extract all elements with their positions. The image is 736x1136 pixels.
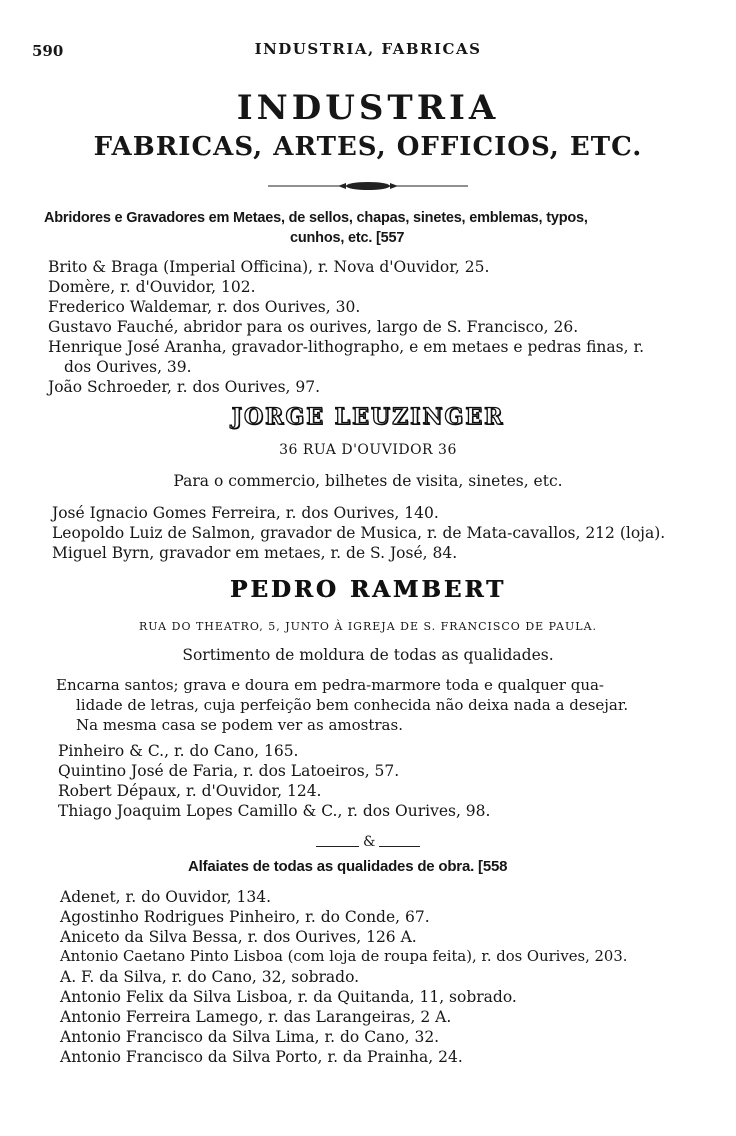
ampersand-ornament: & — [359, 834, 379, 850]
main-title: INDUSTRIA — [236, 88, 500, 128]
advertiser-description: Sortimento de moldura de todas as qualidades. — [182, 646, 554, 664]
list-item: Brito & Braga (Imperial Officina), r. Nova d'Ouvidor, 25. — [48, 258, 490, 276]
list-item: Henrique José Aranha, gravador-lithographo, e em metaes e pedras finas, r. — [48, 338, 645, 356]
list-item: Thiago Joaquim Lopes Camillo & C., r. dos Ourives, 98. — [58, 802, 491, 820]
list-item: Antonio Felix da Silva Lisboa, r. da Quitanda, 11, sobrado. — [60, 988, 517, 1006]
list-item: Adenet, r. do Ouvidor, 134. — [60, 888, 271, 906]
section-heading-line2: cunhos, etc. [557 — [290, 230, 405, 246]
list-item-continuation: dos Ourives, 39. — [64, 358, 192, 376]
main-subtitle: FABRICAS, ARTES, OFFICIOS, ETC. — [93, 132, 643, 162]
list-item: José Ignacio Gomes Ferreira, r. dos Ourives, 140. — [52, 504, 439, 522]
list-item: Antonio Caetano Pinto Lisboa (com loja de roupa feita), r. dos Ourives, 203. — [60, 948, 628, 965]
running-title: INDUSTRIA, FABRICAS — [254, 40, 482, 58]
section-heading: Alfaiates de todas as qualidades de obra. [558 — [188, 858, 508, 875]
advertiser-name: JORGE LEUZINGER — [231, 404, 505, 430]
page-number: 590 — [32, 42, 64, 60]
list-item: Antonio Ferreira Lamego, r. das Larangeiras, 2 A. — [60, 1008, 452, 1026]
advertiser-name: PEDRO RAMBERT — [229, 576, 507, 603]
ornament-divider-icon — [268, 180, 468, 192]
list-item: Gustavo Fauché, abridor para os ourives, largo de S. Francisco, 26. — [48, 318, 579, 336]
list-item: Leopoldo Luiz de Salmon, gravador de Musica, r. de Mata-cavallos, 212 (loja). — [52, 524, 666, 542]
list-item: Quintino José de Faria, r. dos Latoeiros, 57. — [58, 762, 400, 780]
section-heading-line1: Abridores e Gravadores em Metaes, de sellos, chapas, sinetes, emblemas, typos, — [44, 210, 588, 226]
advertiser-description: Na mesma casa se podem ver as amostras. — [76, 716, 403, 734]
list-item: Agostinho Rodrigues Pinheiro, r. do Conde, 67. — [60, 908, 430, 926]
list-item: Pinheiro & C., r. do Cano, 165. — [58, 742, 299, 760]
list-item: João Schroeder, r. dos Ourives, 97. — [48, 378, 321, 396]
list-item: Antonio Francisco da Silva Porto, r. da Prainha, 24. — [60, 1048, 463, 1066]
advertiser-address: 36 RUA D'OUVIDOR 36 — [279, 442, 457, 458]
advertiser-address: RUA DO THEATRO, 5, JUNTO À IGREJA DE S. FRANCISCO DE PAULA. — [138, 620, 598, 633]
list-item: Aniceto da Silva Bessa, r. dos Ourives, 126 A. — [60, 928, 417, 946]
list-item: Antonio Francisco da Silva Lima, r. do Cano, 32. — [60, 1028, 440, 1046]
list-item: Frederico Waldemar, r. dos Ourives, 30. — [48, 298, 361, 316]
advertiser-description: Para o commercio, bilhetes de visita, sinetes, etc. — [173, 472, 563, 490]
advertiser-description: lidade de letras, cuja perfeição bem conhecida não deixa nada a desejar. — [76, 696, 629, 714]
list-item: Domère, r. d'Ouvidor, 102. — [48, 278, 256, 296]
list-item: A. F. da Silva, r. do Cano, 32, sobrado. — [60, 968, 360, 986]
advertiser-description: Encarna santos; grava e doura em pedra-marmore toda e qualquer qua- — [56, 676, 605, 694]
list-item: Miguel Byrn, gravador em metaes, r. de S. José, 84. — [52, 544, 458, 562]
list-item: Robert Dépaux, r. d'Ouvidor, 124. — [58, 782, 322, 800]
